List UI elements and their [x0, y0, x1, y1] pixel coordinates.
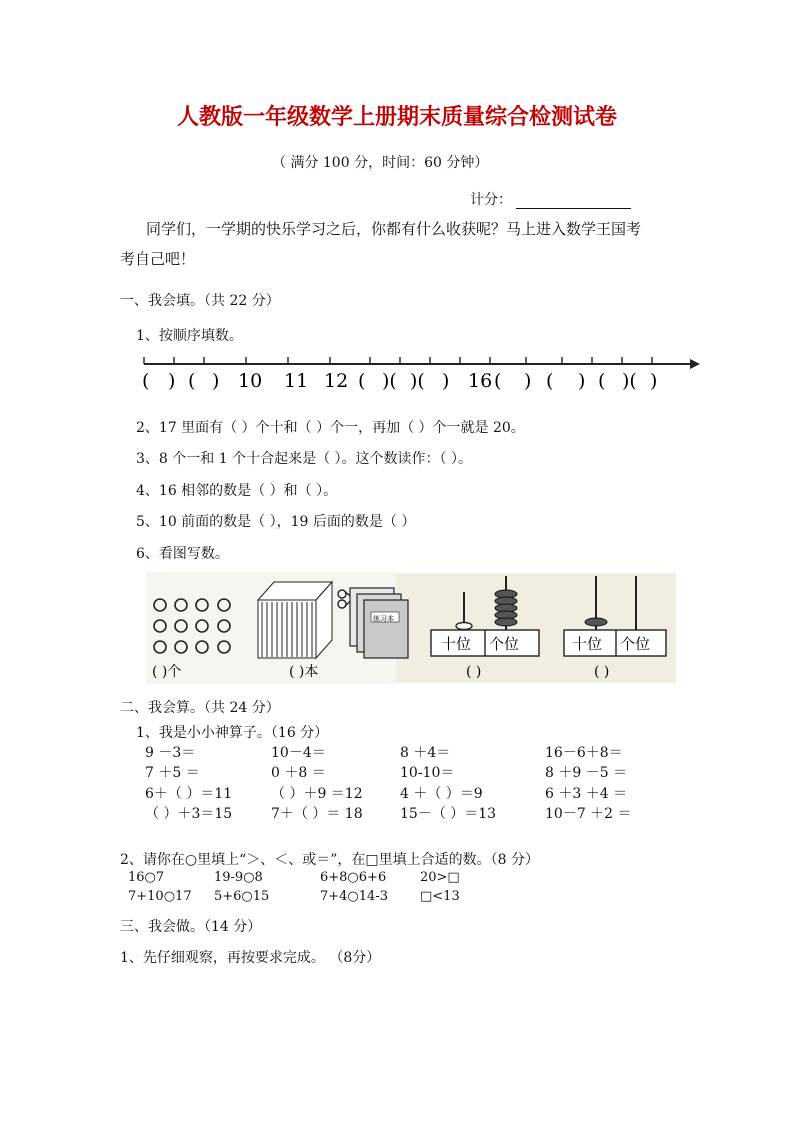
books-answer: ( )本	[289, 664, 319, 680]
calc-item: （ ）＋9 ＝12	[271, 786, 363, 802]
calc-item: 7 ＋5 ＝	[145, 765, 200, 781]
counting-pictures	[146, 572, 676, 684]
abacus-2-tens-label: 十位	[572, 635, 603, 653]
calc-item: 0 ＋8 ＝	[271, 765, 326, 781]
circles-answer: ( )个	[152, 664, 182, 680]
compare-item: 6+8○6+6	[320, 870, 387, 885]
number-line-label: )	[168, 370, 176, 392]
calc-item: 8 ＋9 －5 ＝	[545, 765, 628, 781]
number-line-label: (	[358, 370, 366, 392]
compare-item: 19-9○8	[214, 870, 263, 885]
compare-item: □<13	[420, 889, 460, 904]
intro-line-1: 同学们，一学期的快乐学习之后，你都有什么收获呢？马上进入数学王国考	[146, 220, 642, 238]
calc-item: 7＋（ ）＝ 18	[271, 806, 363, 822]
abacus-1-tens-label: 十位	[441, 635, 472, 653]
number-line-label: )	[650, 370, 658, 392]
question-2-2: 2、请你在○里填上“＞、＜、或＝”，在□里填上合适的数。（8 分）	[120, 852, 540, 868]
question-1-2: 2、17 里面有（ ）个十和（ ）个一，再加（ ）个一就是 20。	[136, 420, 525, 436]
question-1-5: 5、10 前面的数是（ ），19 后面的数是（ ）	[136, 514, 416, 530]
compare-item: 20>□	[420, 870, 460, 885]
question-1-3: 3、8 个一和 1 个十合起来是（ ）。这个数读作：（ ）。	[136, 451, 472, 467]
number-line-ticks	[144, 357, 652, 364]
question-1-4: 4、16 相邻的数是（ ）和（ ）。	[136, 483, 338, 499]
page-title: 人教版一年级数学上册期末质量综合检测试卷	[176, 105, 617, 130]
question-3-1: 1、先仔细观察，再按要求完成。 （8分）	[120, 950, 381, 966]
section-2-heading: 二、我会算。（共 24 分）	[120, 700, 280, 716]
intro-line-2: 考自己吧！	[120, 250, 196, 268]
calc-item: 8 ＋4＝	[400, 745, 451, 761]
question-2-1: 1、我是小小神算子。（16 分）	[136, 725, 329, 741]
number-line	[138, 352, 702, 396]
calc-item: 10－7 ＋2 ＝	[545, 806, 632, 822]
question-1-1: 1、按顺序填数。	[136, 328, 243, 344]
number-line-label: )	[442, 370, 450, 392]
number-line-label: (	[188, 370, 196, 392]
number-line-label: 10	[238, 370, 263, 392]
number-line-label: )	[578, 370, 586, 392]
calc-item: （ ）＋3＝15	[145, 806, 233, 822]
section-1-heading: 一、我会填。（共 22 分）	[120, 293, 280, 309]
number-line-label: 12	[324, 370, 349, 392]
number-line-arrow	[690, 359, 700, 369]
calc-item: 15－（ ）＝13	[400, 806, 497, 822]
calc-item: 16－6＋8＝	[545, 745, 623, 761]
abacus-2-ones-label: 个位	[620, 635, 651, 653]
score-label: 计分：	[470, 192, 512, 208]
book-stack	[258, 582, 332, 658]
page-subtitle: （ 满分 100 分，时间：60 分钟）	[272, 155, 489, 171]
abacus-2-answer: ( )	[594, 664, 610, 680]
number-line-label: )(	[382, 370, 397, 392]
question-1-6: 6、看图写数。	[136, 546, 229, 562]
number-line-label: )(	[410, 370, 425, 392]
compare-item: 16○7	[128, 870, 165, 885]
calc-item: 9 －3＝	[145, 745, 196, 761]
number-line-label: )	[524, 370, 532, 392]
abacus-1-answer: ( )	[466, 664, 482, 680]
calc-item: 6＋（ ）＝11	[145, 786, 233, 802]
faded-scene	[396, 574, 676, 682]
number-line-label: )(	[622, 370, 637, 392]
abacus-1-ones-label: 个位	[489, 635, 520, 653]
compare-item: 7+10○17	[128, 889, 192, 904]
number-line-label: 16	[468, 370, 493, 392]
calc-item: 4 ＋（ ）＝9	[400, 786, 483, 802]
book-cover-label: 练习本	[373, 615, 394, 623]
number-line-label: (	[494, 370, 502, 392]
calc-item: 10-10＝	[400, 765, 455, 781]
section-3-heading: 三、我会做。（14 分）	[120, 919, 262, 935]
compare-item: 7+4○14-3	[320, 889, 388, 904]
number-line-label: )	[212, 370, 220, 392]
loose-books	[350, 588, 408, 658]
number-line-label: (	[142, 370, 150, 392]
score-blank[interactable]	[516, 194, 631, 209]
number-line-label: 11	[284, 370, 309, 392]
number-line-label: (	[546, 370, 554, 392]
number-line-labels	[142, 370, 657, 392]
number-line-label: (	[598, 370, 606, 392]
calc-item: 10－4＝	[271, 745, 326, 761]
score-field	[470, 189, 631, 209]
calc-item: 6 ＋3 ＋4 ＝	[545, 786, 628, 802]
compare-item: 5+6○15	[214, 889, 270, 904]
